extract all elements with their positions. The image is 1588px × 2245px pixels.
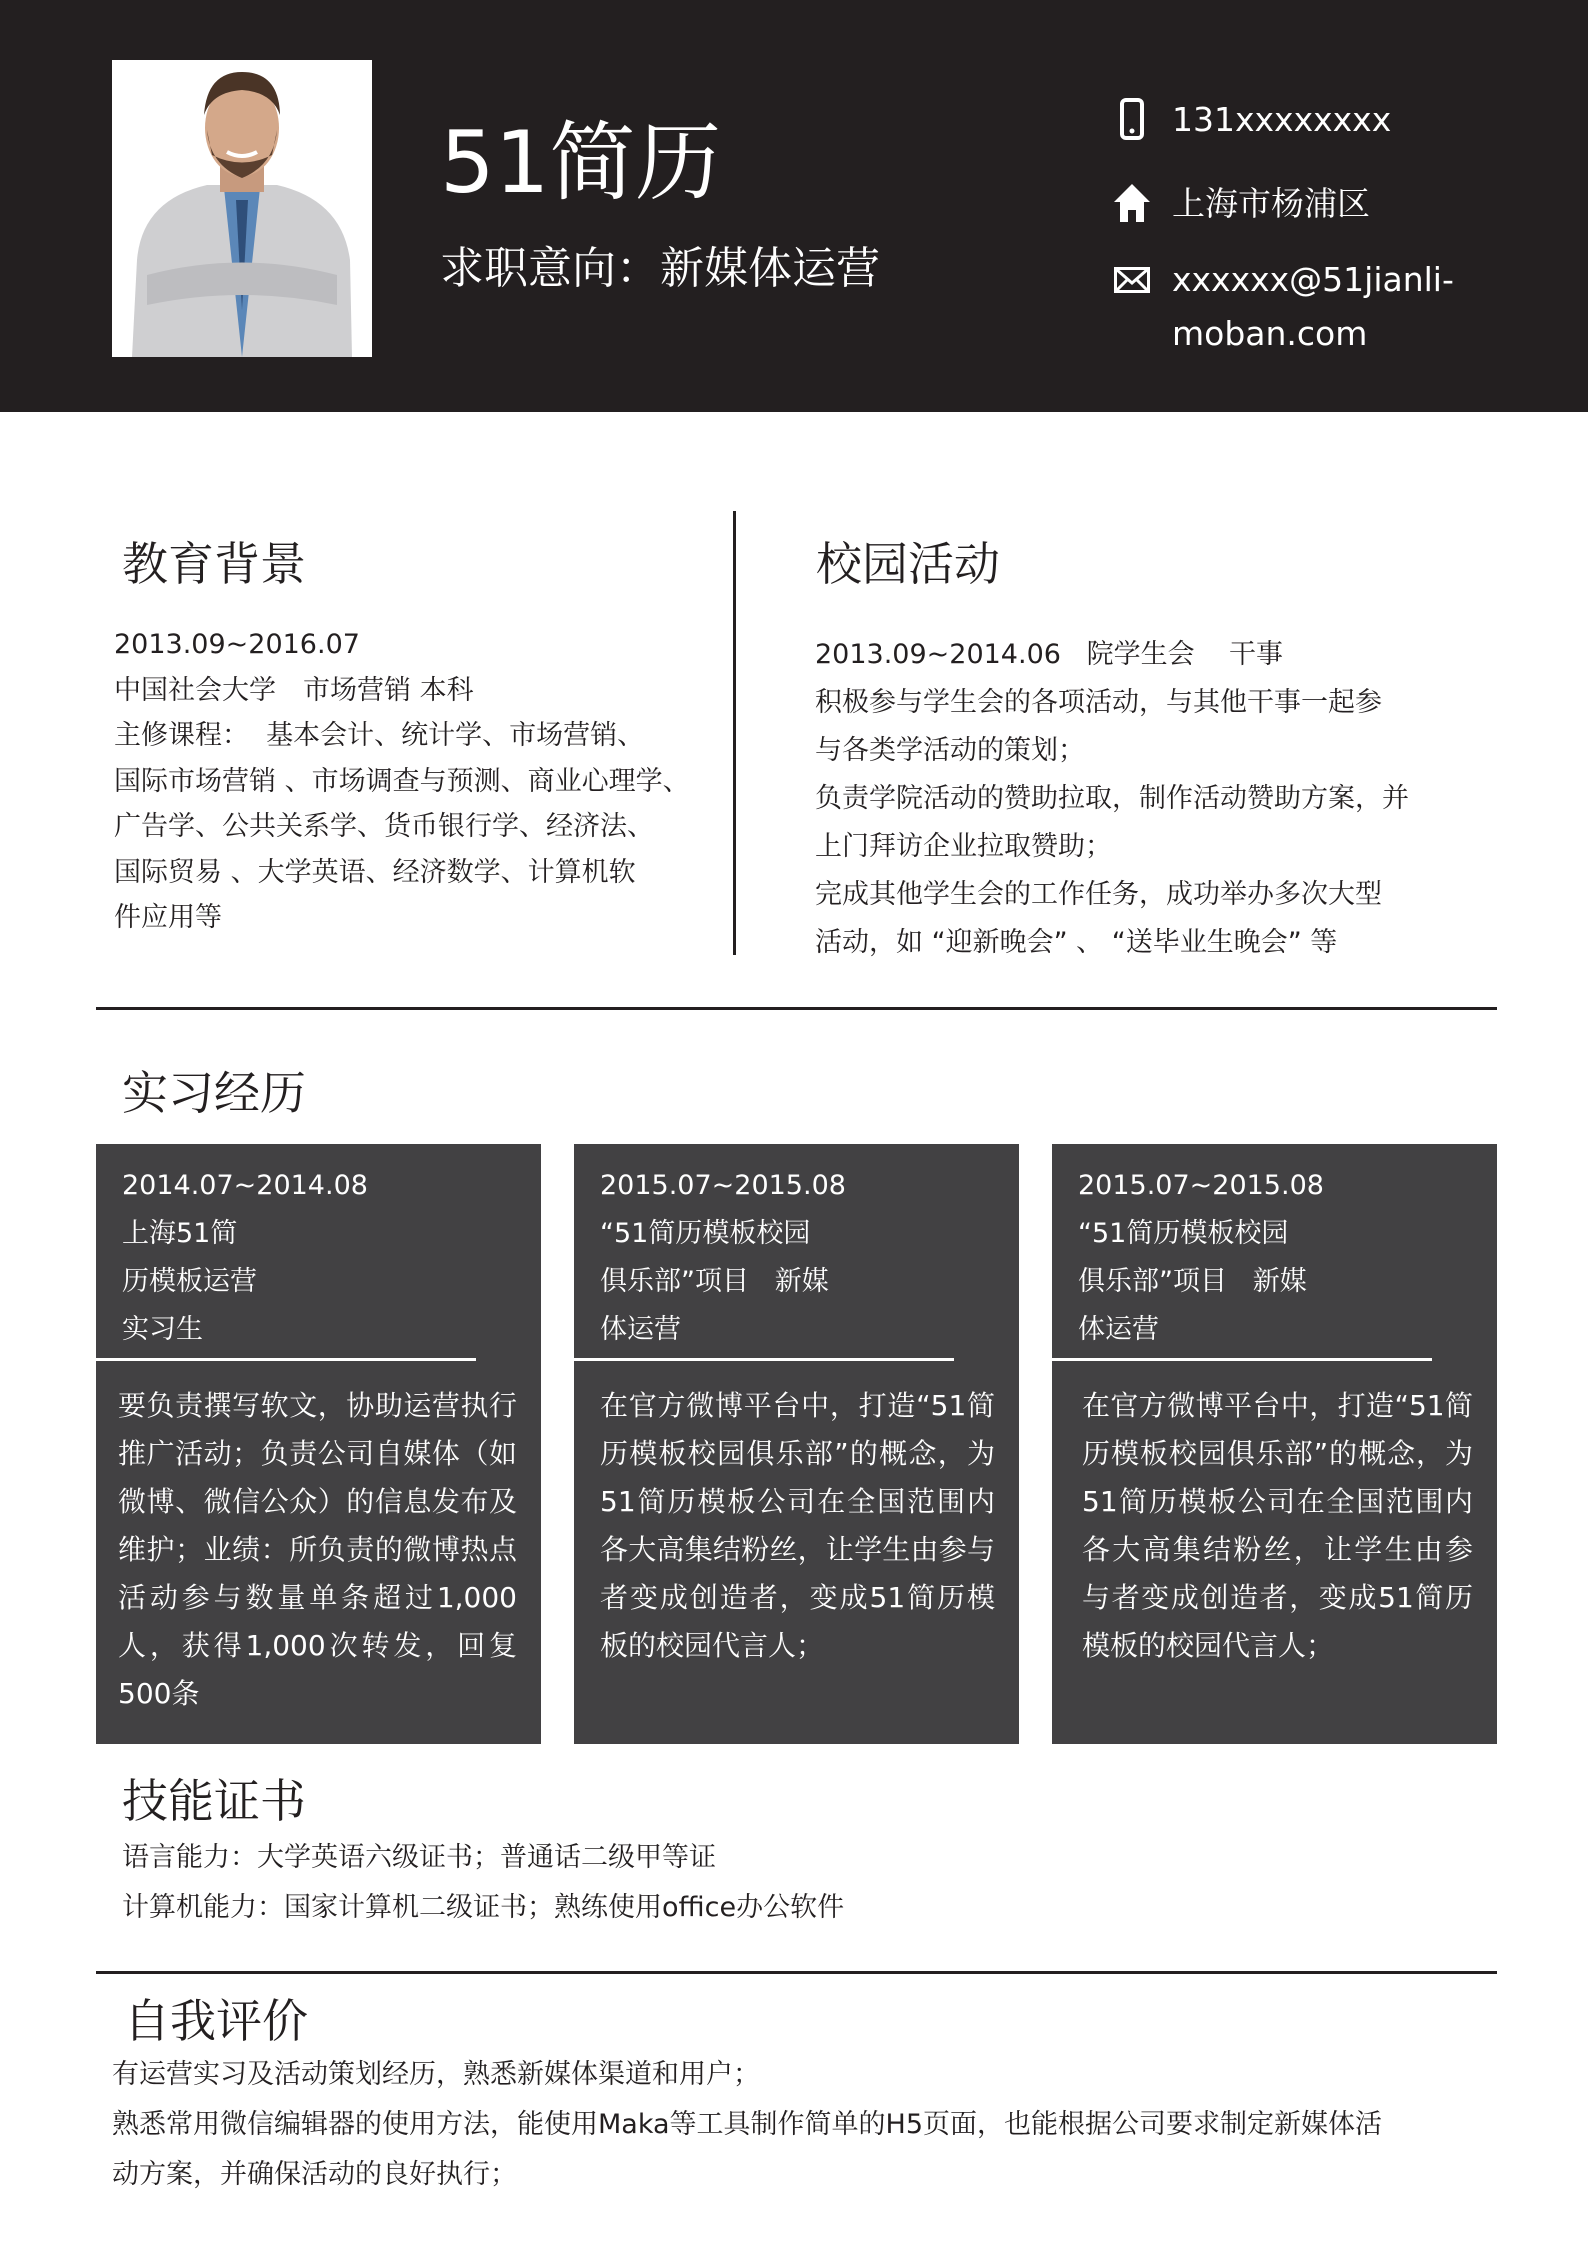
contact-email bbox=[1112, 260, 1454, 299]
campus-title: 校园活动 bbox=[816, 537, 1000, 591]
card-date: 2014.07~2014.08 bbox=[122, 1170, 368, 1201]
card-body: 在官方微博平台中，打造“51简历模板校园俱乐部”的概念，为51简历模板公司在全国范围内各大高集结粉丝，让学生由参与者变成创造者，变成51简历模板的校园代言人； bbox=[600, 1389, 995, 1662]
campus-line: 积极参与学生会的各项活动，与其他干事一起参 bbox=[815, 687, 1382, 718]
card-role: 历模板运营 bbox=[122, 1266, 257, 1297]
campus-line: 完成其他学生会的工作任务，成功举办多次大型 bbox=[815, 879, 1382, 910]
card-date: 2015.07~2015.08 bbox=[600, 1170, 846, 1201]
card-role: 俱乐部”项目 新媒 bbox=[600, 1266, 829, 1297]
edu-line: 件应用等 bbox=[114, 902, 222, 933]
address-text: 上海市杨浦区 bbox=[1172, 184, 1370, 223]
section-divider bbox=[96, 1007, 1497, 1010]
phone-icon bbox=[1112, 98, 1152, 140]
self-eval-content bbox=[112, 2050, 1382, 2200]
job-intent: 求职意向：新媒体运营 bbox=[440, 243, 880, 294]
resume-name: 51简历 bbox=[440, 113, 722, 213]
self-line: 熟悉常用微信编辑器的使用方法，能使用Maka等工具制作简单的H5页面，也能根据公司要求制定新媒体活 bbox=[112, 2109, 1383, 2140]
card-head bbox=[574, 1144, 1019, 1354]
card-divider bbox=[96, 1358, 476, 1361]
skills-title: 技能证书 bbox=[122, 1774, 306, 1828]
card-role: “51简历模板校园 bbox=[600, 1218, 811, 1249]
skills-content bbox=[122, 1833, 844, 1933]
campus-line: 活动，如 “迎新晚会” 、 “送毕业生晚会” 等 bbox=[815, 927, 1338, 958]
campus-line: 与各类学活动的策划； bbox=[815, 735, 1085, 766]
self-line: 动方案，并确保活动的良好执行； bbox=[112, 2159, 517, 2190]
internship-card bbox=[574, 1144, 1019, 1744]
email-text: xxxxxx@51jianli- bbox=[1172, 260, 1454, 299]
edu-line: 国际市场营销 、市场调查与预测、商业心理学、 bbox=[114, 765, 690, 797]
card-role: 俱乐部”项目 新媒 bbox=[1078, 1266, 1307, 1297]
education-title: 教育背景 bbox=[122, 537, 306, 591]
edu-line: 广告学、公共关系学、货币银行学、经济法、 bbox=[114, 811, 654, 842]
home-icon bbox=[1112, 182, 1152, 222]
card-role: 实习生 bbox=[122, 1314, 203, 1345]
card-role: 体运营 bbox=[1078, 1314, 1159, 1345]
self-line: 有运营实习及活动策划经历，熟悉新媒体渠道和用户； bbox=[112, 2059, 760, 2090]
card-divider bbox=[574, 1358, 954, 1361]
card-date: 2015.07~2015.08 bbox=[1078, 1170, 1324, 1201]
contact-address bbox=[1112, 178, 1370, 225]
phone-text: 131xxxxxxxx bbox=[1172, 99, 1392, 139]
mail-icon bbox=[1112, 267, 1152, 293]
skill-line: 语言能力：大学英语六级证书；普通话二级甲等证 bbox=[122, 1842, 716, 1873]
edu-line: 2013.09~2016.07 bbox=[114, 629, 360, 660]
email-text-cont: moban.com bbox=[1172, 314, 1368, 353]
campus-line: 负责学院活动的赞助拉取，制作活动赞助方案，并 bbox=[815, 783, 1409, 814]
card-body: 要负责撰写软文，协助运营执行推广活动；负责公司自媒体（如微博、微信公众）的信息发布及维护；业绩：所负责的微博热点活动参与数量单条超过1,000人，获得1,000次转发，回复500条 bbox=[118, 1389, 517, 1710]
skill-line: 计算机能力：国家计算机二级证书；熟练使用office办公软件 bbox=[122, 1892, 845, 1923]
section-divider bbox=[96, 1971, 1497, 1974]
profile-photo bbox=[112, 60, 372, 357]
campus-content bbox=[815, 631, 1515, 967]
internship-card bbox=[1052, 1144, 1497, 1744]
card-head bbox=[1052, 1144, 1497, 1354]
campus-line: 2013.09~2014.06 院学生会 干事 bbox=[815, 639, 1284, 670]
education-content bbox=[114, 622, 724, 941]
card-divider bbox=[1052, 1358, 1432, 1361]
card-body: 在官方微博平台中，打造“51简历模板校园俱乐部”的概念，为51简历模板公司在全国范围内各大高集结粉丝，让学生由参与者变成创造者，变成51简历模板的校园代言人； bbox=[1082, 1389, 1473, 1662]
edu-line: 国际贸易 、大学英语、经济数学、计算机软 bbox=[114, 856, 636, 888]
card-role: 上海51简 bbox=[122, 1218, 238, 1249]
card-role: “51简历模板校园 bbox=[1078, 1218, 1289, 1249]
card-head bbox=[96, 1144, 541, 1354]
card-role: 体运营 bbox=[600, 1314, 681, 1345]
contact-phone bbox=[1112, 98, 1391, 140]
edu-line: 中国社会大学 市场营销 本科 bbox=[114, 674, 474, 706]
internship-title: 实习经历 bbox=[122, 1066, 306, 1120]
edu-line: 主修课程： 基本会计、统计学、市场营销、 bbox=[114, 720, 645, 751]
column-divider bbox=[733, 511, 736, 955]
internship-card bbox=[96, 1144, 541, 1744]
self-eval-title: 自我评价 bbox=[124, 1994, 308, 2048]
campus-line: 上门拜访企业拉取赞助； bbox=[815, 831, 1112, 862]
